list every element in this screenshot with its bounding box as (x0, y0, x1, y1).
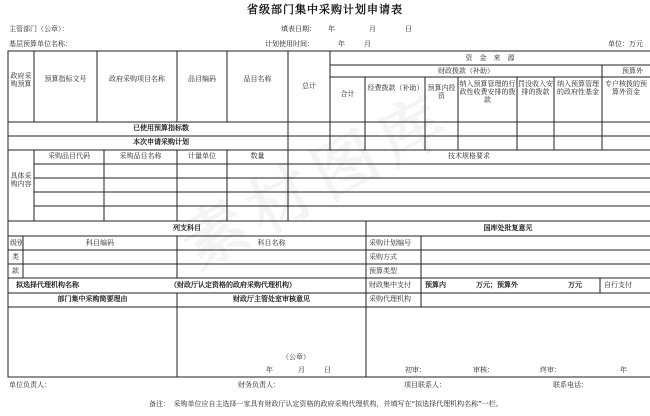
col-subject-header: 列支科目 (173, 224, 201, 232)
agent-note: （财政厅认定资格的政府采购代理机构） (170, 281, 296, 289)
fill-date-year: 年 (328, 25, 335, 33)
wan-label: 万元 (568, 281, 582, 289)
measure-unit-header: 计量单位 (188, 152, 216, 160)
treasury-opinion-header: 国库处批复意见 (483, 224, 533, 232)
plan-year: 年 (338, 40, 345, 48)
fill-date-label: 填表日期： (281, 25, 316, 33)
fine-income-header: 罚没收入安排的拨款 (518, 80, 553, 97)
subj-name-header: 科目名称 (257, 239, 286, 247)
wan-outer-label: 万元；预算外 (476, 281, 518, 289)
gov-budget-label: 政府采购预算 (10, 72, 32, 89)
fin-leader-label: 财务负责人： (238, 381, 280, 389)
central-pay-label: 财政集中支付 (369, 281, 411, 289)
agent-name-label: 拟选择代理机构名称 (16, 281, 79, 289)
in-budget-label: 预算内 (425, 281, 446, 289)
fin-opinion-header: 财政厅主管处室审核意见 (233, 295, 310, 303)
sign-month: 月 (298, 366, 305, 374)
this-plan-label: 本次申请采购计划 (133, 138, 189, 146)
fill-date-day: 日 (405, 25, 412, 33)
budget-in-invest-header: 预算内投资 (427, 84, 456, 101)
buy-item-code-header: 采购品目代码 (48, 152, 90, 160)
base-unit-label: 基层预算单位名称： (9, 40, 72, 48)
phone-label: 联系电话： (553, 381, 588, 389)
plan-time-label: 计划使用时间： (265, 40, 314, 48)
unit-label: 单位：万元 (608, 40, 643, 48)
proj-name-header: 政府采购项目名称 (109, 75, 165, 83)
fill-date-month: 月 (369, 25, 376, 33)
unit-leader-label: 单位负责人： (9, 381, 51, 389)
contact-label: 项目联系人： (404, 381, 446, 389)
quantity-header: 数量 (250, 152, 265, 160)
total-header: 总计 (302, 82, 316, 90)
plan-no-label: 采购计划编号 (369, 239, 411, 247)
agency-label: 采购代理机构 (369, 295, 411, 303)
plan-month: 月 (364, 40, 371, 48)
dept-label: 主管部门（公章）： (9, 25, 69, 33)
buy-method-label: 采购方式 (369, 253, 397, 261)
level-label: 级别 (10, 239, 24, 247)
lei-label: 类 (12, 253, 19, 261)
subj-code-header: 科目编码 (86, 239, 114, 247)
sign-day: 日 (324, 366, 331, 374)
detail-label: 具体采购内容 (10, 172, 32, 189)
review-label: 审核： (473, 366, 494, 374)
first-review-label: 初审： (405, 366, 426, 374)
buy-item-name-header: 采购品目名称 (119, 152, 162, 160)
fund-alloc-header: 经费拨款（补助） (367, 84, 424, 92)
special-outer-header: 专户核拨的预算外资金 (605, 80, 647, 97)
in-budget-gov-fund-header: 纳入预算管理的政府性基金 (557, 80, 599, 97)
kuan-label: 款 (12, 267, 19, 275)
page-title: 省级部门集中采购计划申请表 (247, 3, 403, 16)
self-pay-label: 自行支付 (604, 281, 632, 289)
sign-year: 年 (266, 366, 273, 374)
budget-outer-header: 预算外 (622, 67, 643, 75)
budget-type-label: 预算类型 (369, 267, 397, 275)
final-year: 年 (620, 366, 627, 374)
final-review-label: 终审： (540, 366, 561, 374)
fiscal-alloc-header: 财政拨款（补助） (438, 67, 494, 75)
item-code-header: 品目编码 (188, 75, 216, 83)
tech-req-header: 技术规格要求 (448, 152, 490, 160)
budget-doc-no-header: 预算指标文号 (44, 75, 87, 83)
used-budget-label: 已使用预算指标数 (133, 124, 189, 132)
item-name-header: 品目名称 (243, 75, 272, 83)
dept-brief-header: 部门集中采购简要理由 (57, 295, 128, 303)
in-budget-admin-header: 纳入预算管理的行政性收费安排的拨款 (459, 80, 516, 105)
sum-header: 合计 (340, 90, 355, 98)
fund-source-header: 资 金 来 源 (465, 54, 515, 62)
footer-note: 备注： 采购单位应自主选择一家具有财政厅认定资格的政府采购代理机构，并填写在“拟选择代理机构名称”一栏。 (149, 400, 503, 408)
seal-label: （公章） (282, 353, 310, 361)
